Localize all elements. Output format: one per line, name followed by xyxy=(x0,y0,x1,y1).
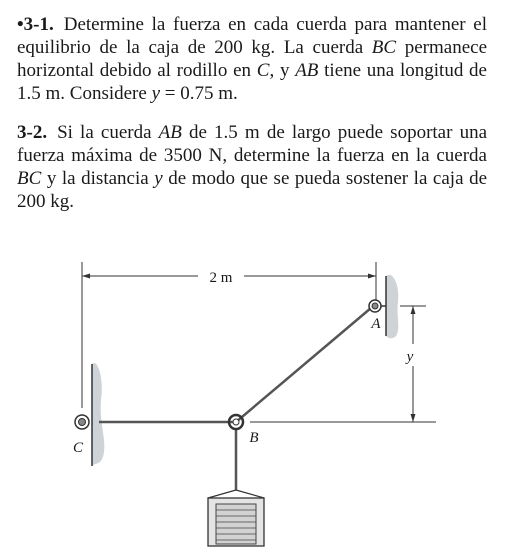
pulley-a xyxy=(369,300,386,312)
problem-text: Si la cuerda AB de 1.5 m de largo puede soportar una fuerza máxima de 3500 N, determine la fuerza en la cuerda BC y la distancia y de modo que se pueda sostener la caja de 200 kg. xyxy=(17,122,487,212)
dimension-y-label: y xyxy=(406,349,414,365)
roller-c xyxy=(75,415,89,429)
problem-3-1 xyxy=(17,13,487,105)
wall-a xyxy=(386,275,398,339)
problem-3-2 xyxy=(17,121,487,213)
problem-number: 3-2. xyxy=(17,122,48,143)
crate xyxy=(208,490,264,546)
problem-text: Determine la fuerza en cada cuerda para mantener el equilibrio de la caja de 200 kg. La cuerda BC permanece horizontal debido al rodillo en C, y AB tiene una longitud de 1.5 m. Considere y = 0.75 m. xyxy=(17,14,487,104)
label-a: A xyxy=(371,316,381,332)
problem-number: •3-1. xyxy=(17,14,54,35)
cord-ab xyxy=(236,308,371,422)
dimension-2m-label: 2 m xyxy=(209,270,233,286)
wall-c xyxy=(92,363,104,466)
equilibrium-figure xyxy=(0,240,505,556)
label-c: C xyxy=(72,440,84,456)
label-b: B xyxy=(249,430,259,446)
